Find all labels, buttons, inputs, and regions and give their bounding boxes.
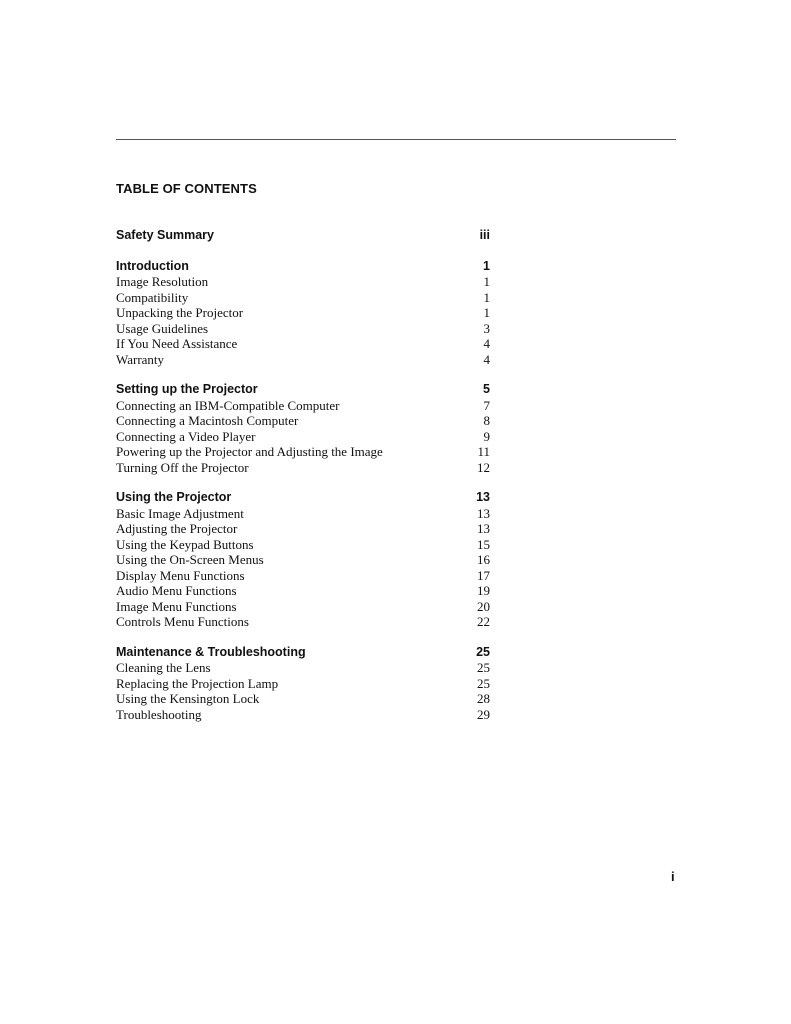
page-ref: 15	[477, 536, 490, 552]
toc-section-heading	[116, 645, 490, 661]
page-ref: 28	[477, 691, 490, 706]
toc-section	[116, 259, 490, 368]
toc-entry	[116, 583, 490, 599]
entry-title: Adjusting the Projector	[116, 521, 238, 536]
page-ref: 8	[483, 413, 490, 428]
page-ref: 13	[477, 505, 490, 521]
toc-entry	[116, 676, 490, 692]
toc-entry	[116, 352, 490, 368]
page-ref: 13	[477, 521, 490, 536]
entry-title: If You Need Assistance	[116, 336, 238, 351]
entry-title: Image Resolution	[116, 274, 209, 289]
entry-title: Basic Image Adjustment	[116, 505, 244, 521]
entry-title: Using the Kensington Lock	[116, 691, 260, 706]
entry-title: Cleaning the Lens	[116, 660, 211, 675]
toc-entry	[116, 413, 490, 429]
entry-title: Replacing the Projection Lamp	[116, 675, 279, 691]
toc-entry	[116, 460, 490, 476]
entry-title: Compatibility	[116, 289, 189, 305]
section-title: Maintenance & Troubleshooting	[116, 644, 306, 659]
page-ref: 25	[477, 660, 490, 675]
toc-entry	[116, 660, 490, 676]
toc-section	[116, 228, 490, 244]
page-ref: 1	[483, 274, 490, 289]
page-ref: 12	[477, 459, 490, 475]
entry-title: Troubleshooting	[116, 706, 202, 722]
entry-title: Using the On-Screen Menus	[116, 552, 264, 567]
toc-entry	[116, 599, 490, 615]
toc-section	[116, 645, 490, 723]
page-ref: 9	[483, 428, 490, 444]
page-ref: 3	[483, 320, 490, 336]
entry-title: Powering up the Projector and Adjusting the Image	[116, 444, 383, 459]
section-title: Introduction	[116, 258, 189, 273]
toc-entry	[116, 707, 490, 723]
toc-entry	[116, 614, 490, 630]
page-ref: 17	[477, 567, 490, 583]
entry-title: Connecting a Macintosh Computer	[116, 413, 299, 428]
page-ref: iii	[479, 228, 490, 242]
page-ref: 29	[477, 706, 490, 722]
toc-section	[116, 490, 490, 630]
entry-title: Image Menu Functions	[116, 598, 237, 614]
toc-section-heading	[116, 259, 490, 275]
toc-entry	[116, 290, 490, 306]
toc-list	[116, 228, 490, 737]
toc-entry	[116, 506, 490, 522]
page-ref: 16	[477, 552, 490, 567]
toc-entry	[116, 552, 490, 568]
page-ref: 13	[476, 490, 490, 504]
page-ref: 19	[477, 583, 490, 598]
toc-entry	[116, 398, 490, 414]
toc-entry	[116, 274, 490, 290]
toc-entry	[116, 336, 490, 352]
page-ref: 5	[483, 382, 490, 396]
entry-title: Using the Keypad Buttons	[116, 536, 254, 552]
entry-title: Warranty	[116, 351, 165, 367]
section-title: Setting up the Projector	[116, 382, 258, 396]
entry-title: Audio Menu Functions	[116, 583, 237, 598]
section-title: Safety Summary	[116, 228, 214, 242]
toc-section-heading	[116, 382, 490, 398]
page-ref: 1	[483, 289, 490, 305]
entry-title: Turning Off the Projector	[116, 459, 249, 475]
toc-entry	[116, 537, 490, 553]
toc-entry	[116, 691, 490, 707]
page-ref: 7	[483, 397, 490, 413]
toc-section	[116, 382, 490, 475]
toc-entry	[116, 444, 490, 460]
toc-title: TABLE OF CONTENTS	[116, 181, 257, 196]
page-number: i	[671, 869, 675, 884]
page-ref: 25	[477, 675, 490, 691]
entry-title: Display Menu Functions	[116, 567, 245, 583]
toc-section-heading	[116, 490, 490, 506]
entry-title: Connecting an IBM-Compatible Computer	[116, 397, 340, 413]
entry-title: Connecting a Video Player	[116, 428, 256, 444]
page-ref: 1	[483, 305, 490, 320]
toc-entry	[116, 305, 490, 321]
page-ref: 4	[483, 351, 490, 367]
entry-title: Usage Guidelines	[116, 320, 209, 336]
page-ref: 20	[477, 598, 490, 614]
section-title: Using the Projector	[116, 490, 232, 504]
toc-entry	[116, 429, 490, 445]
page-ref: 22	[477, 614, 490, 629]
entry-title: Controls Menu Functions	[116, 614, 249, 629]
toc-entry	[116, 321, 490, 337]
page-ref: 11	[477, 444, 490, 459]
toc-entry	[116, 521, 490, 537]
toc-section-heading	[116, 228, 490, 244]
page-ref: 25	[476, 644, 490, 659]
entry-title: Unpacking the Projector	[116, 305, 244, 320]
toc-entry	[116, 568, 490, 584]
page-ref: 4	[483, 336, 490, 351]
page-ref: 1	[483, 258, 490, 273]
header-rule	[116, 139, 676, 140]
